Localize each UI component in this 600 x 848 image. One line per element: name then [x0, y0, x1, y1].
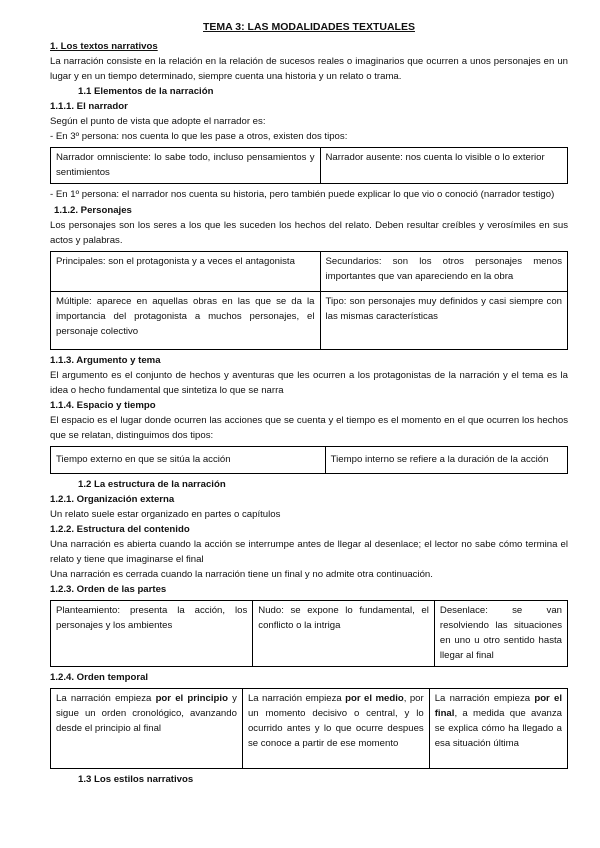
- table-cell: Múltiple: aparece en aquellas obras en las que se da la importancia del protagonista a muchos personajes, el personaje colectivo: [51, 292, 321, 350]
- table-cell: Secundarios: son los otros personajes menos importantes que van apareciendo en la obra: [320, 252, 568, 292]
- table-cell: Narrador ausente: nos cuenta lo visible o lo exterior: [320, 148, 568, 184]
- organizacion-heading: 1.2.1. Organización externa: [50, 494, 175, 505]
- narrador-table: [50, 147, 568, 184]
- table-cell: Narrador omnisciente: lo sabe todo, incluso pensamientos y sentimientos: [51, 148, 321, 184]
- cell-rest: y sigue un orden cronológico, avanzando desde el principio al final: [56, 693, 237, 734]
- section-intro: La narración consiste en la relación en la relación de sucesos reales o imaginarios que ocurren a unos personajes en un lugar y en un tiempo determinado, siempre cuenta una historia y un relato o trama.: [50, 56, 568, 82]
- cell-bold: por el principio: [155, 693, 228, 704]
- partes-heading: 1.2.3. Orden de las partes: [50, 584, 167, 595]
- personajes-table: [50, 251, 568, 350]
- temporal-heading: 1.2.4. Orden temporal: [50, 672, 149, 683]
- table-cell: Nudo: se expone lo fundamental, el conflicto o la intriga: [253, 601, 435, 667]
- table-cell: Principales: son el protagonista y a veces el antagonista: [51, 252, 321, 292]
- subsection-heading: 1.2 La estructura de la narración: [78, 479, 226, 490]
- paragraph: El espacio es el lugar donde ocurren las acciones que se cuenta y el tiempo es el momento en el que ocurren los hechos que se relatan, distinguimos dos tipos:: [50, 415, 568, 441]
- personajes-heading: 1.1.2. Personajes: [54, 205, 132, 216]
- table-cell: [242, 689, 429, 769]
- paragraph: Un relato suele estar organizado en partes o capítulos: [50, 509, 281, 520]
- table-cell: Tiempo interno se refiere a la duración de la acción: [325, 447, 567, 474]
- paragraph: - En 3º persona: nos cuenta lo que les pase a otros, existen dos tipos:: [50, 131, 348, 142]
- tiempo-table: [50, 446, 568, 474]
- table-cell: Planteamiento: presenta la acción, los personajes y los ambientes: [51, 601, 253, 667]
- paragraph: El argumento es el conjunto de hechos y aventuras que les ocurren a los protagonistas de la narración y el tema es la idea o hecho fundamental que sintetiza lo que se narra: [50, 370, 568, 396]
- contenido-heading: 1.2.2. Estructura del contenido: [50, 524, 190, 535]
- cell-prefix: La narración empieza: [434, 693, 531, 704]
- page-title: TEMA 3: LAS MODALIDADES TEXTUALES: [203, 21, 415, 33]
- section-heading: 1. Los textos narrativos: [50, 41, 158, 52]
- argumento-heading: 1.1.3. Argumento y tema: [50, 355, 161, 366]
- narrador-heading: 1.1.1. El narrador: [50, 101, 128, 112]
- paragraph: Una narración es cerrada cuando la narración tiene un final y no admite otra continuación.: [50, 569, 433, 580]
- cell-prefix: La narración empieza: [247, 693, 342, 704]
- cell-rest: , por un momento decisivo o central, y lo ocurrido antes y lo que ocurre despues se conoce a partir de ese momento: [247, 693, 424, 749]
- temporal-table: [50, 688, 568, 769]
- cell-rest: , a medida que avanza se explica cómo ha llegado a esa situación última: [434, 708, 562, 749]
- espacio-heading: 1.1.4. Espacio y tiempo: [50, 400, 156, 411]
- subsection-heading: 1.1 Elementos de la narración: [78, 86, 214, 97]
- cell-bold: por el medio: [345, 693, 404, 704]
- subsection-heading: 1.3 Los estilos narrativos: [78, 774, 194, 785]
- paragraph: Los personajes son los seres a los que les suceden los hechos del relato. Deben resultar creíbles y verosímiles en sus actos y palabras.: [50, 220, 568, 246]
- partes-table: [50, 600, 568, 667]
- document-page: [50, 20, 568, 787]
- paragraph: - En 1º persona: el narrador nos cuenta su historia, pero también puede explicar lo que vio o conoció (narrador testigo): [50, 189, 555, 200]
- paragraph: Una narración es abierta cuando la acción se interrumpe antes de llegar al desenlace; el lector no sabe cómo termina el relato y tiene que imaginarse el final: [50, 539, 568, 565]
- table-cell: Desenlace: se van resolviendo las situaciones en uno u otro sentido hasta llegar al final: [434, 601, 567, 667]
- table-cell: Tipo: son personajes muy definidos y casi siempre con las mismas características: [320, 292, 568, 350]
- paragraph: Según el punto de vista que adopte el narrador es:: [50, 116, 266, 127]
- table-cell: Tiempo externo en que se sitúa la acción: [51, 447, 326, 474]
- cell-prefix: La narración empieza: [56, 693, 152, 704]
- cell-bold: por el final: [434, 693, 563, 719]
- table-cell: [51, 689, 243, 769]
- table-cell: [429, 689, 567, 769]
